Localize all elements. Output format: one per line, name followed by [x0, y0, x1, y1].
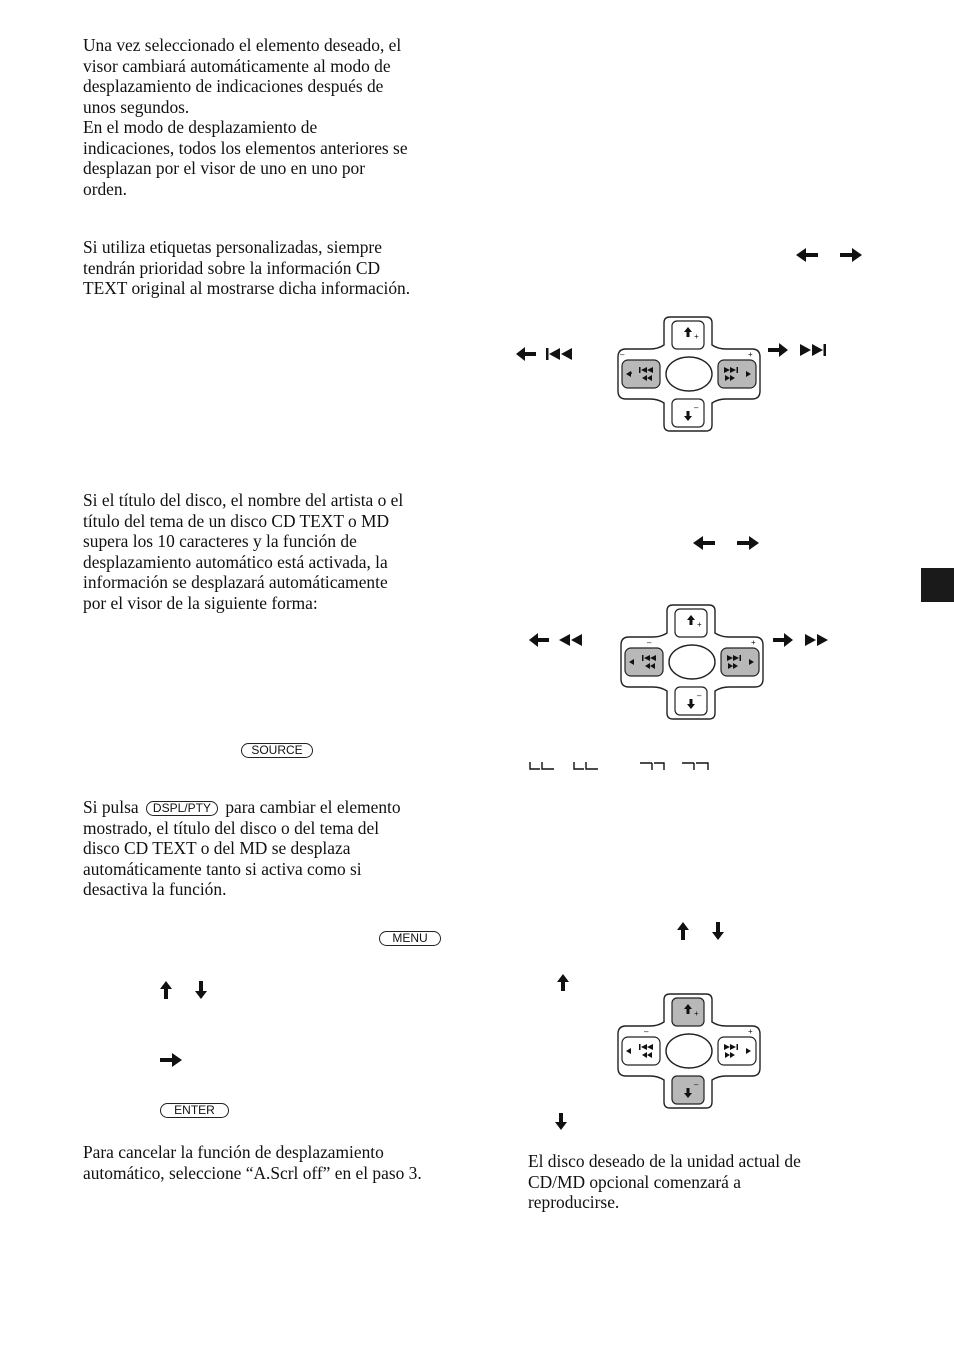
- minus-label: –: [647, 638, 652, 647]
- plus-label: +: [748, 1027, 753, 1036]
- control-pad-left-right-highlighted-2: [617, 603, 767, 721]
- control-pad-left-right-highlighted: [614, 315, 764, 433]
- up-arrow-icon: [555, 972, 571, 992]
- dspl-pty-button[interactable]: DSPL/PTY: [146, 801, 218, 816]
- control-pad-up-down-highlighted: [614, 992, 764, 1110]
- plus-label: +: [694, 1009, 699, 1018]
- paragraph-custom-labels: Si utiliza etiquetas personalizadas, siempre tendrán prioridad sobre la información CD TEXT original al mostrarse dicha información.: [83, 237, 411, 298]
- right-arrow-fast-forward-icon: [771, 630, 831, 650]
- segment-display-glyphs: [528, 760, 713, 772]
- right-arrow-next-track-icon: [766, 340, 830, 360]
- paragraph-dspl-pty-post: para cambiar el elemento: [225, 797, 401, 817]
- paragraph-auto-scroll: Si el título del disco, el nombre del artista o el título del tema de un disco CD TEXT o MD supera los 10 caracteres y la función de desplazamiento automático está activada, la información se desplazará automáticamente por el visor de la siguiente forma:: [83, 490, 404, 613]
- enter-button[interactable]: ENTER: [160, 1103, 229, 1118]
- paragraph-disc-playback: El disco deseado de la unidad actual de CD/MD opcional comenzará a reproducirse.: [528, 1151, 801, 1212]
- left-arrow-rewind-icon: [527, 630, 587, 650]
- paragraph-cancel-auto-scroll: Para cancelar la función de desplazamiento automático, seleccione “A.Scrl off” en el paso 3.: [83, 1142, 422, 1183]
- minus-label: –: [694, 403, 699, 412]
- up-down-arrows-icon: [158, 979, 210, 1001]
- minus-label: –: [697, 691, 702, 700]
- minus-label: –: [644, 1027, 649, 1036]
- source-button[interactable]: SOURCE: [241, 743, 313, 758]
- paragraph-dspl-pty: [83, 797, 468, 900]
- right-arrow-icon: [158, 1050, 184, 1070]
- left-arrow-prev-track-icon: [514, 344, 576, 364]
- down-arrow-icon: [553, 1112, 569, 1132]
- plus-label: +: [751, 638, 756, 647]
- minus-label: –: [620, 350, 625, 359]
- left-right-arrows-icon-2: [691, 533, 763, 553]
- plus-label: +: [697, 620, 702, 629]
- plus-label: +: [748, 350, 753, 359]
- page-tab-marker: [921, 568, 954, 602]
- paragraph-display-scroll-mode: Una vez seleccionado el elemento deseado, el visor cambiará automáticamente al modo de desplazamiento de indicaciones después de unos segundos. En el modo de desplazamiento de indicaciones, todos los elementos anteriores se desplazan por el visor de uno en uno por orden.: [83, 35, 408, 199]
- plus-label: +: [694, 332, 699, 341]
- paragraph-dspl-pty-pre: Si pulsa: [83, 797, 139, 817]
- left-right-arrows-icon: [794, 245, 866, 265]
- menu-button[interactable]: MENU: [379, 931, 441, 946]
- up-down-arrows-icon-2: [675, 920, 729, 942]
- minus-label: –: [694, 1080, 699, 1089]
- paragraph-dspl-pty-rest: mostrado, el título del disco o del tema del disco CD TEXT o del MD se desplaza automáticamente tanto si activa como si desactiva la función.: [83, 817, 380, 899]
